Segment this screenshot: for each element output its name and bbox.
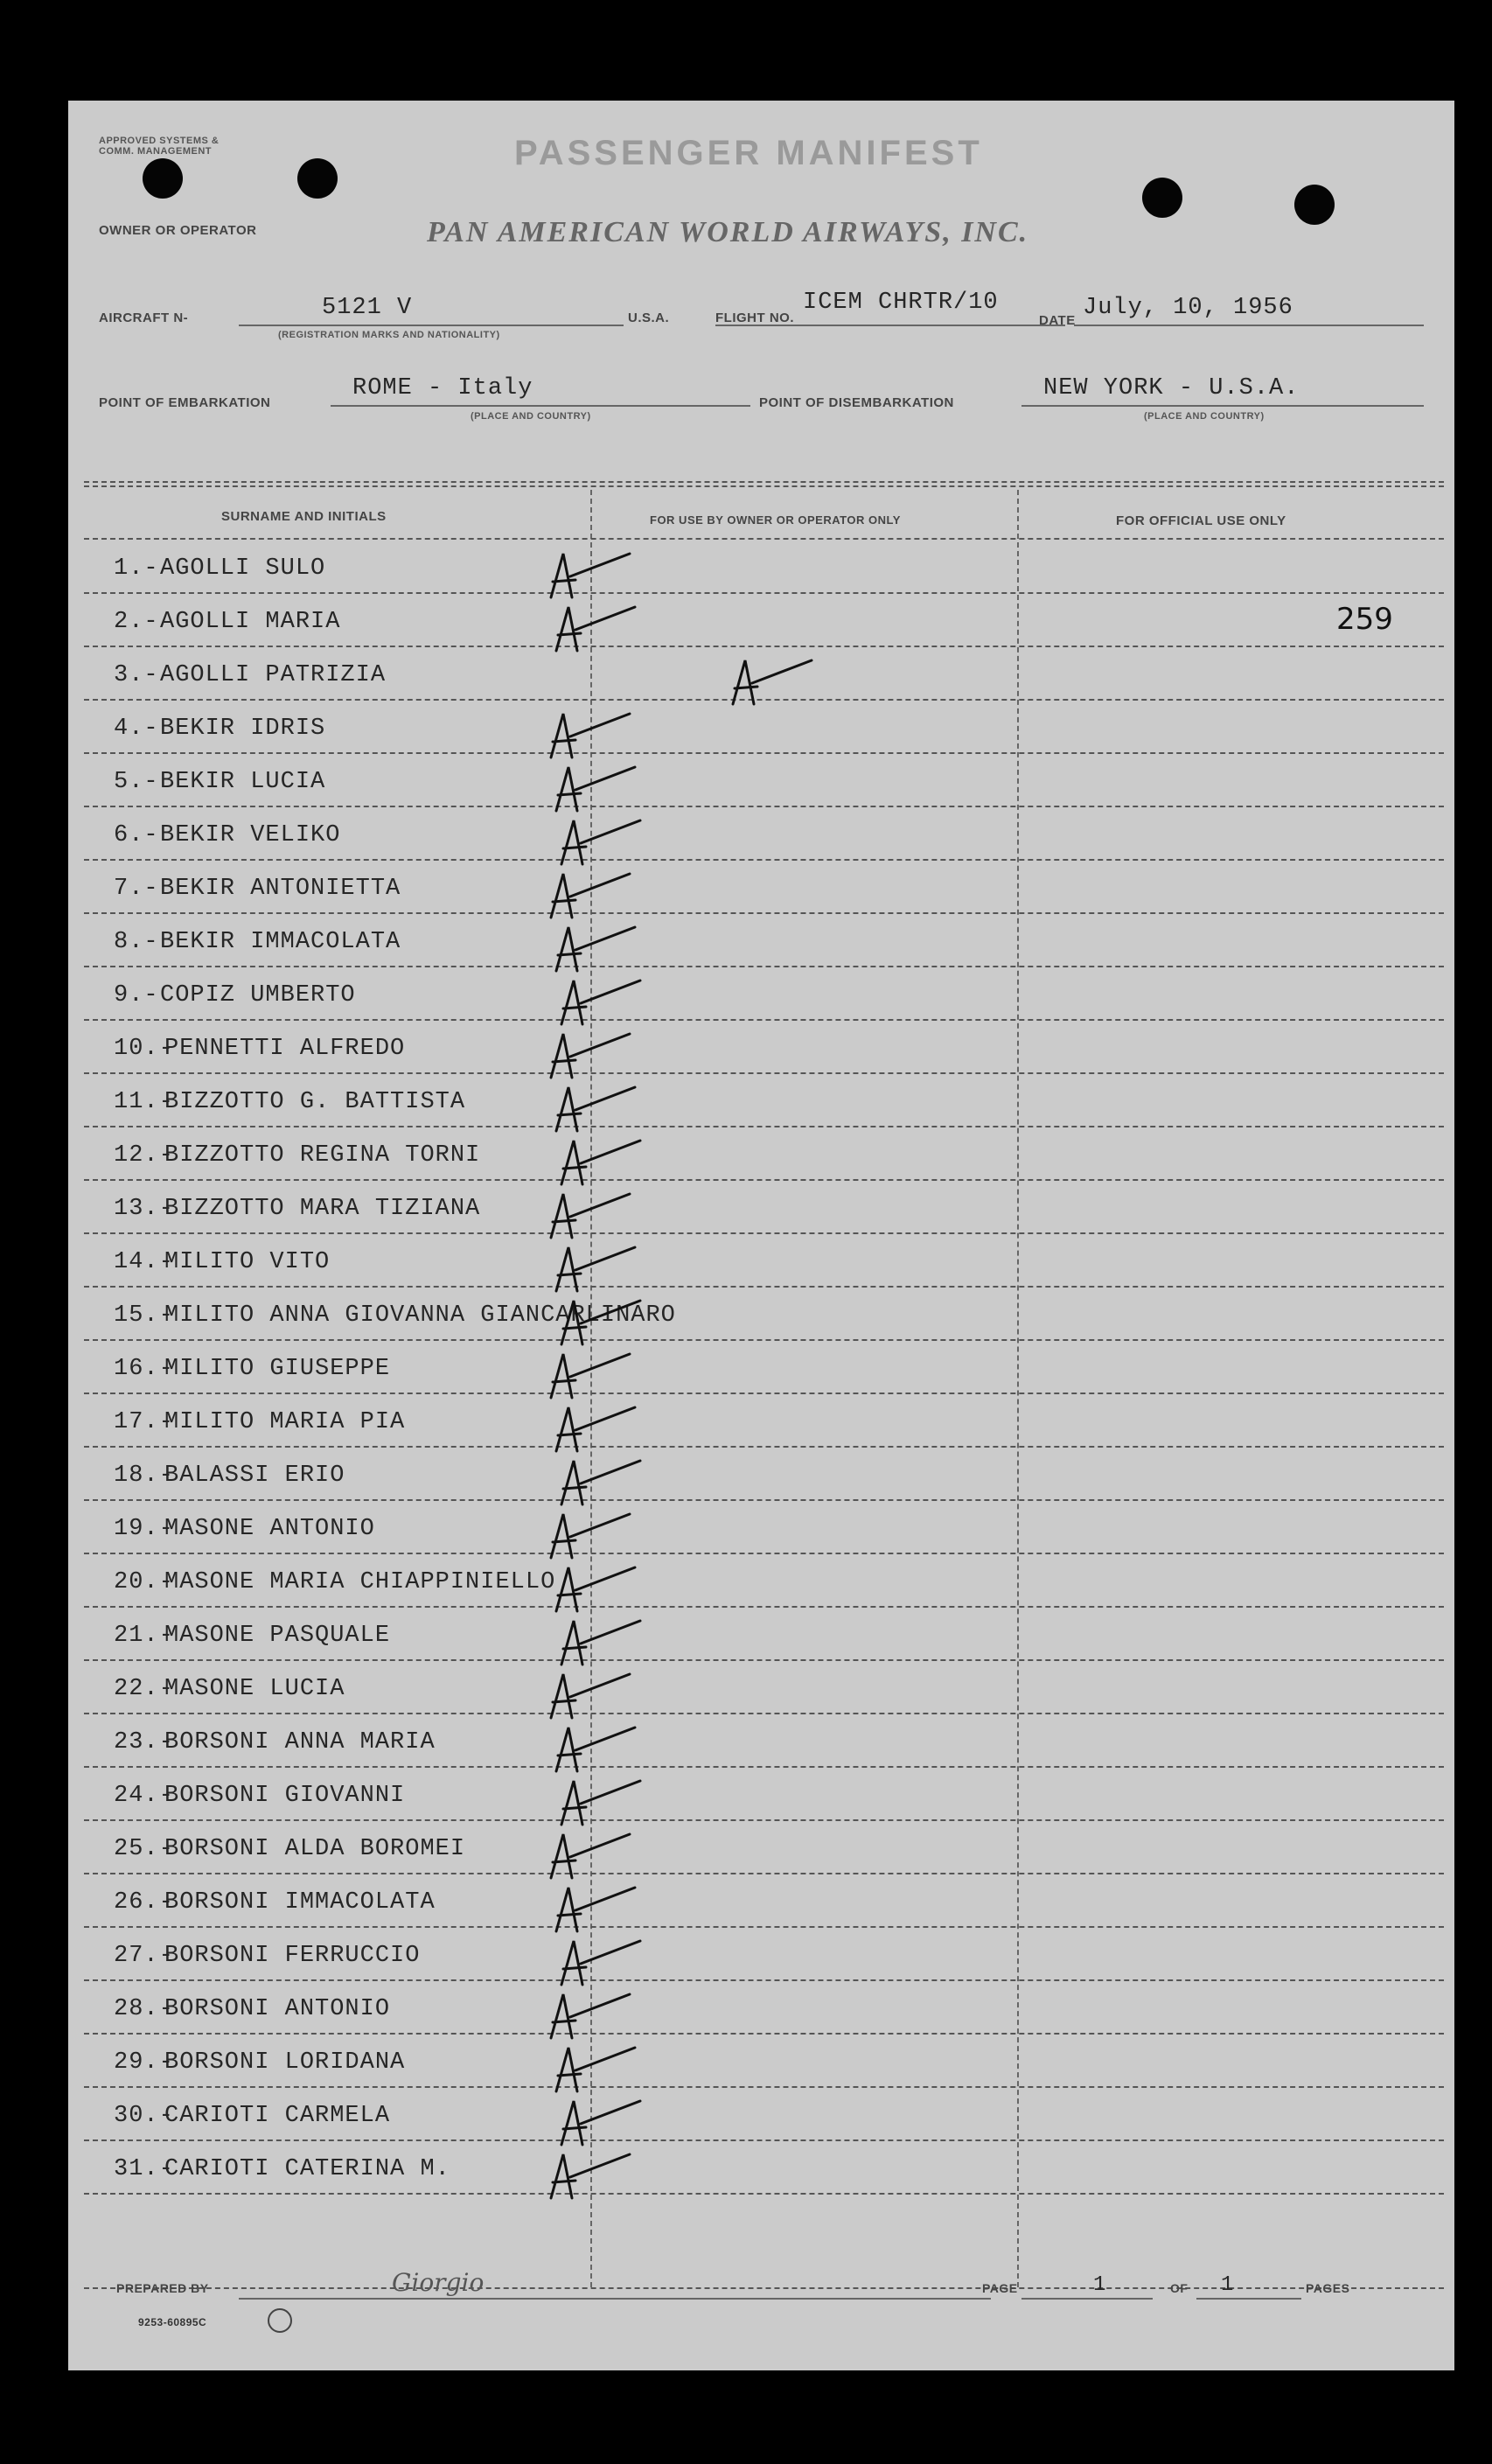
passenger-name: BEKIR LUCIA [160, 769, 326, 795]
stamp-number: 259 [1336, 602, 1393, 637]
passenger-name: CARIOTI CARMELA [164, 2103, 391, 2129]
check-mark [561, 1781, 640, 1825]
row-number: 4.- [114, 715, 159, 742]
row-number: 24.- [114, 1783, 174, 1809]
row-rule [84, 806, 1444, 807]
passenger-name: BORSONI ANNA MARIA [164, 1729, 436, 1756]
passenger-name: CARIOTI CATERINA M. [164, 2156, 450, 2182]
manifest-page [68, 101, 1454, 2370]
check-mark [733, 660, 812, 704]
prepared-by-value: Giorgio [392, 2268, 485, 2297]
punch-hole-2 [297, 158, 338, 199]
check-mark [556, 2048, 635, 2091]
check-mark [561, 2101, 640, 2145]
row-rule [84, 1926, 1444, 1928]
passenger-name: MASONE MARIA CHIAPPINIELLO [164, 1569, 556, 1595]
row-number: 7.- [114, 876, 159, 902]
page-value: 1 [1093, 2273, 1107, 2297]
row-number: 28.- [114, 1996, 174, 2022]
row-rule [84, 1019, 1444, 1021]
passenger-name: BIZZOTTO MARA TIZIANA [164, 1196, 481, 1222]
row-rule [84, 2033, 1444, 2035]
passenger-name: BORSONI ANTONIO [164, 1996, 391, 2022]
row-rule [84, 966, 1444, 967]
passenger-name: BORSONI IMMACOLATA [164, 1889, 436, 1916]
passenger-name: MILITO MARIA PIA [164, 1409, 406, 1435]
form-number: 9253-60895C [138, 2316, 207, 2328]
of-value: 1 [1221, 2273, 1235, 2297]
registration-caption: (REGISTRATION MARKS AND NATIONALITY) [278, 330, 500, 340]
row-rule [84, 1979, 1444, 1981]
row-rule [84, 752, 1444, 754]
union-bug-icon [268, 2308, 292, 2333]
row-number: 31.- [114, 2156, 174, 2182]
row-rule [84, 1232, 1444, 1234]
passenger-name: BIZZOTTO G. BATTISTA [164, 1089, 466, 1115]
flight-label: FLIGHT NO. [715, 311, 794, 325]
passenger-name: MASONE LUCIA [164, 1676, 345, 1702]
row-rule [84, 592, 1444, 594]
row-rule [84, 2139, 1444, 2141]
check-mark [556, 1567, 635, 1611]
row-number: 15.- [114, 1302, 174, 1329]
row-rule [84, 1553, 1444, 1554]
row-rule [84, 1072, 1444, 1074]
date-value: July, 10, 1956 [1083, 295, 1293, 321]
row-number: 1.- [114, 555, 159, 582]
check-mark [556, 1728, 635, 1771]
passenger-name: AGOLLI MARIA [160, 609, 341, 635]
row-number: 3.- [114, 662, 159, 688]
passenger-name: PENNETTI ALFREDO [164, 1036, 406, 1062]
passenger-name: MILITO ANNA GIOVANNA GIANCARLINARO [164, 1302, 676, 1329]
row-number: 6.- [114, 822, 159, 848]
row-number: 20.- [114, 1569, 174, 1595]
check-mark [561, 1941, 640, 1985]
passenger-name: MILITO VITO [164, 1249, 331, 1275]
row-rule [84, 1179, 1444, 1181]
row-rule [84, 1659, 1444, 1661]
row-number: 5.- [114, 769, 159, 795]
punch-hole-1 [143, 158, 183, 199]
row-number: 11.- [114, 1089, 174, 1115]
date-label: DATE [1039, 313, 1076, 328]
row-number: 19.- [114, 1516, 174, 1542]
passenger-name: BORSONI ALDA BOROMEI [164, 1836, 466, 1862]
check-mark [556, 1888, 635, 1931]
passenger-name: BEKIR ANTONIETTA [160, 876, 401, 902]
embark-value: ROME - Italy [352, 375, 533, 401]
passenger-name: AGOLLI PATRIZIA [160, 662, 387, 688]
row-number: 21.- [114, 1623, 174, 1649]
check-mark [556, 1407, 635, 1451]
passenger-name: BEKIR VELIKO [160, 822, 341, 848]
passenger-name: BORSONI FERRUCCIO [164, 1943, 421, 1969]
row-rule [84, 2193, 1444, 2195]
check-mark [556, 1087, 635, 1131]
row-rule [84, 1499, 1444, 1501]
row-number: 17.- [114, 1409, 174, 1435]
passenger-name: BORSONI GIOVANNI [164, 1783, 406, 1809]
disembark-label: POINT OF DISEMBARKATION [759, 395, 954, 410]
passenger-name: MASONE ANTONIO [164, 1516, 375, 1542]
prepared-by-label: PREPARED BY [116, 2281, 209, 2295]
row-number: 10.- [114, 1036, 174, 1062]
check-mark [561, 1141, 640, 1184]
row-rule [84, 1339, 1444, 1341]
owner-value: PAN AMERICAN WORLD AIRWAYS, INC. [427, 216, 1029, 248]
flight-value: ICEM CHRTR/10 [803, 290, 999, 316]
row-number: 25.- [114, 1836, 174, 1862]
row-number: 14.- [114, 1249, 174, 1275]
row-rule [84, 1446, 1444, 1448]
row-number: 12.- [114, 1142, 174, 1169]
check-mark [556, 767, 635, 811]
row-number: 29.- [114, 2049, 174, 2076]
row-number: 27.- [114, 1943, 174, 1969]
row-rule [84, 699, 1444, 701]
page-label: PAGE [982, 2281, 1018, 2295]
row-rule [84, 1766, 1444, 1768]
row-rule [84, 1393, 1444, 1394]
punch-hole-4 [1294, 185, 1335, 225]
row-number: 26.- [114, 1889, 174, 1916]
col-owner-header: FOR USE BY OWNER OR OPERATOR ONLY [650, 513, 901, 527]
passenger-name: COPIZ UMBERTO [160, 982, 356, 1009]
check-mark [561, 981, 640, 1024]
passenger-name: BIZZOTTO REGINA TORNI [164, 1142, 481, 1169]
row-rule [84, 1606, 1444, 1608]
check-mark [556, 1247, 635, 1291]
page-title: PASSENGER MANIFEST [514, 134, 983, 172]
aircraft-label: AIRCRAFT N- [99, 311, 189, 325]
handwritten-marks [68, 101, 1454, 2370]
passenger-name: BEKIR IDRIS [160, 715, 326, 742]
aircraft-value: 5121 V [322, 295, 413, 321]
passenger-name: AGOLLI SULO [160, 555, 326, 582]
of-label: OF [1170, 2281, 1189, 2295]
owner-label: OWNER OR OPERATOR [99, 223, 257, 238]
row-number: 16.- [114, 1356, 174, 1382]
check-mark [561, 820, 640, 864]
passenger-name: BALASSI ERIO [164, 1462, 345, 1489]
check-mark [561, 1621, 640, 1665]
row-rule [84, 1126, 1444, 1127]
row-number: 18.- [114, 1462, 174, 1489]
place-caption-2: (PLACE AND COUNTRY) [1144, 411, 1265, 422]
passenger-name: BEKIR IMMACOLATA [160, 929, 401, 955]
row-rule [84, 859, 1444, 861]
check-mark [556, 927, 635, 971]
punch-hole-3 [1142, 178, 1182, 218]
row-rule [84, 1713, 1444, 1714]
row-rule [84, 912, 1444, 914]
row-rule [84, 646, 1444, 647]
row-number: 8.- [114, 929, 159, 955]
row-number: 13.- [114, 1196, 174, 1222]
embark-label: POINT OF EMBARKATION [99, 395, 271, 410]
row-number: 2.- [114, 609, 159, 635]
place-caption-1: (PLACE AND COUNTRY) [471, 411, 591, 422]
row-number: 9.- [114, 982, 159, 1009]
check-mark [561, 1461, 640, 1504]
check-mark [556, 607, 635, 651]
row-number: 30.- [114, 2103, 174, 2129]
row-number: 22.- [114, 1676, 174, 1702]
row-rule [84, 1286, 1444, 1288]
approved-note: APPROVED SYSTEMS & COMM. MANAGEMENT [99, 136, 220, 157]
usa-label: U.S.A. [628, 311, 670, 325]
col-surname-header: SURNAME AND INITIALS [221, 509, 387, 524]
row-rule [84, 2086, 1444, 2088]
passenger-name: BORSONI LORIDANA [164, 2049, 406, 2076]
col-official-header: FOR OFFICIAL USE ONLY [1116, 513, 1286, 528]
row-rule [84, 1873, 1444, 1874]
pages-label: PAGES [1306, 2281, 1350, 2295]
disembark-value: NEW YORK - U.S.A. [1043, 375, 1300, 401]
passenger-name: MASONE PASQUALE [164, 1623, 391, 1649]
row-rule [84, 1819, 1444, 1821]
passenger-name: MILITO GIUSEPPE [164, 1356, 391, 1382]
row-number: 23.- [114, 1729, 174, 1756]
